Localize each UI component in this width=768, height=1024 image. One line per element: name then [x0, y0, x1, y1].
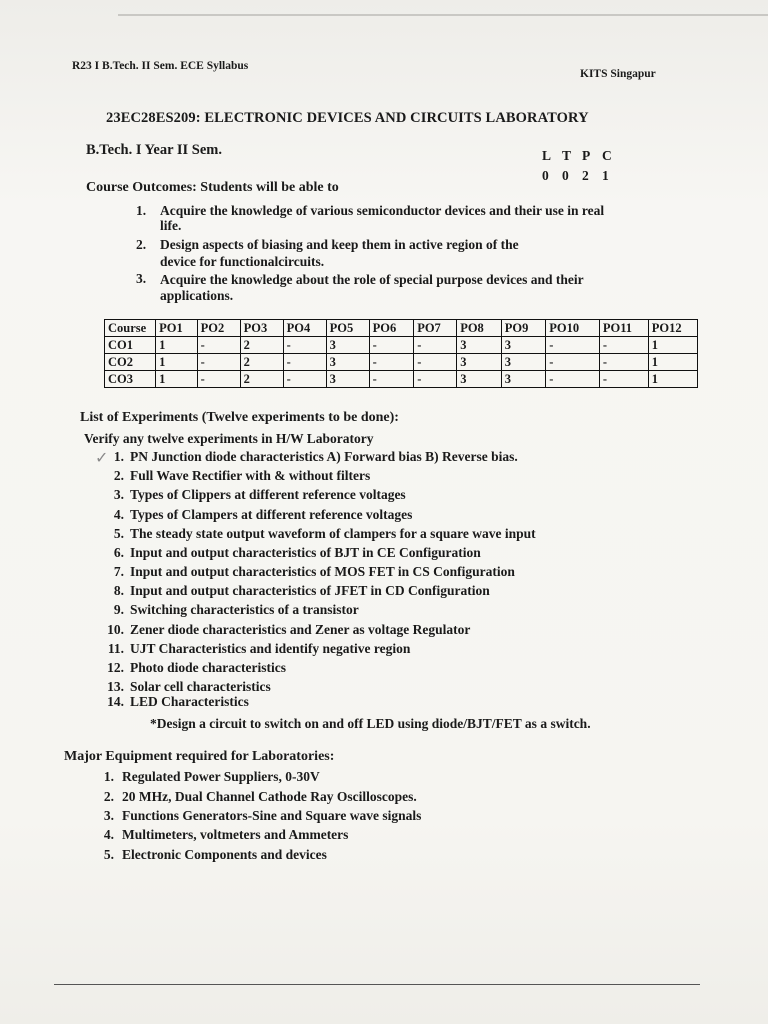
list-item-text: Photo diode characteristics: [130, 660, 286, 675]
top-rule: [118, 14, 768, 16]
course-outcomes-heading: Course Outcomes: Students will be able to: [86, 180, 339, 195]
table-cell: 1: [156, 337, 198, 354]
table-header-cell: PO4: [283, 320, 326, 337]
list-item-number: 5.: [103, 847, 114, 862]
ltpc-label-p: P: [582, 148, 592, 163]
table-header-cell: PO3: [240, 320, 283, 337]
table-cell: 3: [501, 354, 546, 371]
experiments-heading: List of Experiments (Twelve experiments to be done):: [80, 410, 399, 425]
outcome-item: [136, 271, 696, 305]
table-cell: CO3: [105, 371, 156, 388]
outcome-text-cont: life.: [160, 218, 182, 233]
list-item-text: Full Wave Rectifier with & without filters: [130, 468, 371, 483]
list-item-number: 4.: [113, 507, 124, 522]
table-cell: 2: [240, 371, 283, 388]
list-item-text: PN Junction diode characteristics A) Forward bias B) Reverse bias.: [130, 449, 518, 464]
table-cell: 3: [457, 337, 502, 354]
list-item-text: Regulated Power Suppliers, 0-30V: [122, 769, 320, 784]
ltpc-value-t: 0: [562, 168, 570, 183]
table-cell: -: [283, 337, 326, 354]
list-item-text: UJT Characteristics and identify negative region: [130, 641, 411, 656]
table-cell: -: [197, 354, 240, 371]
table-row: [105, 371, 698, 388]
list-item-text: Multimeters, voltmeters and Ammeters: [122, 827, 349, 842]
table-cell: CO2: [105, 354, 156, 371]
ltpc-labels: [542, 146, 622, 166]
list-item-number: 10.: [107, 622, 124, 637]
table-cell: -: [414, 337, 457, 354]
list-item-text: Input and output characteristics of JFET in CD Configuration: [130, 583, 490, 598]
course-title: 23EC28ES209: ELECTRONIC DEVICES AND CIRCUITS LABORATORY: [106, 110, 589, 126]
table-cell: -: [369, 354, 414, 371]
table-cell: CO1: [105, 337, 156, 354]
outcome-text-cont: device for functionalcircuits.: [160, 254, 325, 269]
bottom-rule: [54, 984, 700, 985]
ltpc-values: [542, 166, 622, 186]
experiment-note: *Design a circuit to switch on and off LED using diode/BJT/FET as a switch.: [150, 716, 591, 731]
ltpc-value-l: 0: [542, 168, 550, 183]
table-header-cell: PO2: [197, 320, 240, 337]
list-item-text: Zener diode characteristics and Zener as voltage Regulator: [130, 622, 471, 637]
table-cell: -: [599, 354, 648, 371]
table-header-cell: PO11: [599, 320, 648, 337]
table-header-cell: PO10: [546, 320, 600, 337]
list-item-number: 3.: [103, 808, 114, 823]
outcome-text: Acquire the knowledge about the role of special purpose devices and their: [160, 272, 584, 287]
list-item-text: Types of Clippers at different reference voltages: [130, 487, 406, 502]
ltpc-label-l: L: [542, 148, 553, 163]
table-cell: 3: [326, 354, 369, 371]
list-item-number: 3.: [113, 487, 124, 502]
table-cell: 3: [457, 371, 502, 388]
table-cell: -: [414, 354, 457, 371]
list-item-number: 1.: [103, 769, 114, 784]
table-cell: 2: [240, 337, 283, 354]
table-header-cell: PO8: [457, 320, 502, 337]
table-cell: -: [369, 371, 414, 388]
outcome-item: [136, 237, 696, 271]
list-item-number: 7.: [113, 564, 124, 579]
table-cell: 3: [501, 371, 546, 388]
header-institution: KITS Singapur: [580, 68, 656, 80]
list-item-number: 9.: [113, 602, 124, 617]
table-cell: -: [546, 337, 600, 354]
ltpc-value-p: 2: [582, 168, 590, 183]
list-item-number: 11.: [107, 641, 124, 656]
list-item-number: 1.: [113, 449, 124, 464]
table-cell: 1: [648, 354, 697, 371]
table-cell: -: [546, 354, 600, 371]
outcome-text: Acquire the knowledge of various semiconductor devices and their use in real: [160, 203, 605, 218]
table-row: [105, 354, 698, 371]
semester-label: B.Tech. I Year II Sem.: [86, 142, 223, 158]
list-item-number: 6.: [113, 545, 124, 560]
outcome-text: Design aspects of biasing and keep them in active region of the: [160, 237, 519, 252]
table-cell: -: [414, 371, 457, 388]
ltpc-label-t: T: [562, 148, 573, 163]
list-item-text: Switching characteristics of a transistor: [130, 602, 359, 617]
ltpc-block: [542, 146, 622, 186]
outcome-text-cont: applications.: [160, 288, 234, 303]
list-item-text: Input and output characteristics of BJT in CE Configuration: [130, 545, 481, 560]
list-item-text: Solar cell characteristics: [130, 679, 271, 694]
table-cell: 1: [648, 371, 697, 388]
table-header-cell: Course: [105, 320, 156, 337]
list-item-number: 8.: [113, 583, 124, 598]
list-item-number: 2.: [103, 789, 114, 804]
table-cell: 3: [457, 354, 502, 371]
table-cell: -: [283, 354, 326, 371]
table-header-cell: PO7: [414, 320, 457, 337]
list-item-number: 2.: [113, 468, 124, 483]
outcome-number: 2.: [136, 237, 147, 252]
check-mark-annotation: ✓: [95, 450, 109, 467]
list-item-number: 4.: [103, 827, 114, 842]
outcome-number: 1.: [136, 203, 147, 218]
experiments-subheading: Verify any twelve experiments in H/W Laboratory: [84, 431, 374, 446]
list-item-text: Electronic Components and devices: [122, 847, 327, 862]
table-row: [105, 337, 698, 354]
table-cell: 1: [648, 337, 697, 354]
ltpc-label-c: C: [602, 148, 613, 163]
table-header-cell: PO12: [648, 320, 697, 337]
table-header-row: [105, 320, 698, 337]
table-cell: 3: [501, 337, 546, 354]
list-item-text: Types of Clampers at different reference voltages: [130, 507, 413, 522]
list-item-text: Input and output characteristics of MOS FET in CS Configuration: [130, 564, 515, 579]
table-cell: -: [599, 371, 648, 388]
list-item-text: The steady state output waveform of clampers for a square wave input: [130, 526, 536, 541]
table-cell: -: [369, 337, 414, 354]
list-item-number: 5.: [113, 526, 124, 541]
table-cell: -: [599, 337, 648, 354]
header-syllabus-label: R23 I B.Tech. II Sem. ECE Syllabus: [72, 60, 249, 72]
table-cell: 1: [156, 354, 198, 371]
table-cell: -: [197, 337, 240, 354]
list-item-text: LED Characteristics: [130, 694, 249, 709]
list-item-number: 14.: [107, 694, 124, 709]
list-item-text: 20 MHz, Dual Channel Cathode Ray Oscilloscopes.: [122, 789, 417, 804]
table-cell: -: [197, 371, 240, 388]
co-po-mapping-table: [104, 319, 698, 388]
list-item-text: Functions Generators-Sine and Square wave signals: [122, 808, 422, 823]
table-header-cell: PO1: [156, 320, 198, 337]
table-cell: -: [546, 371, 600, 388]
table-header-cell: PO5: [326, 320, 369, 337]
table-header-cell: PO6: [369, 320, 414, 337]
list-item-number: 12.: [107, 660, 124, 675]
ltpc-value-c: 1: [602, 168, 610, 183]
equipment-heading: Major Equipment required for Laboratories:: [64, 749, 335, 764]
outcome-number: 3.: [136, 271, 147, 286]
table-header-cell: PO9: [501, 320, 546, 337]
table-cell: 2: [240, 354, 283, 371]
table-cell: 3: [326, 371, 369, 388]
table-cell: 1: [156, 371, 198, 388]
table-cell: -: [283, 371, 326, 388]
outcome-item: [136, 203, 696, 237]
list-item-number: 13.: [107, 679, 124, 694]
table-cell: 3: [326, 337, 369, 354]
